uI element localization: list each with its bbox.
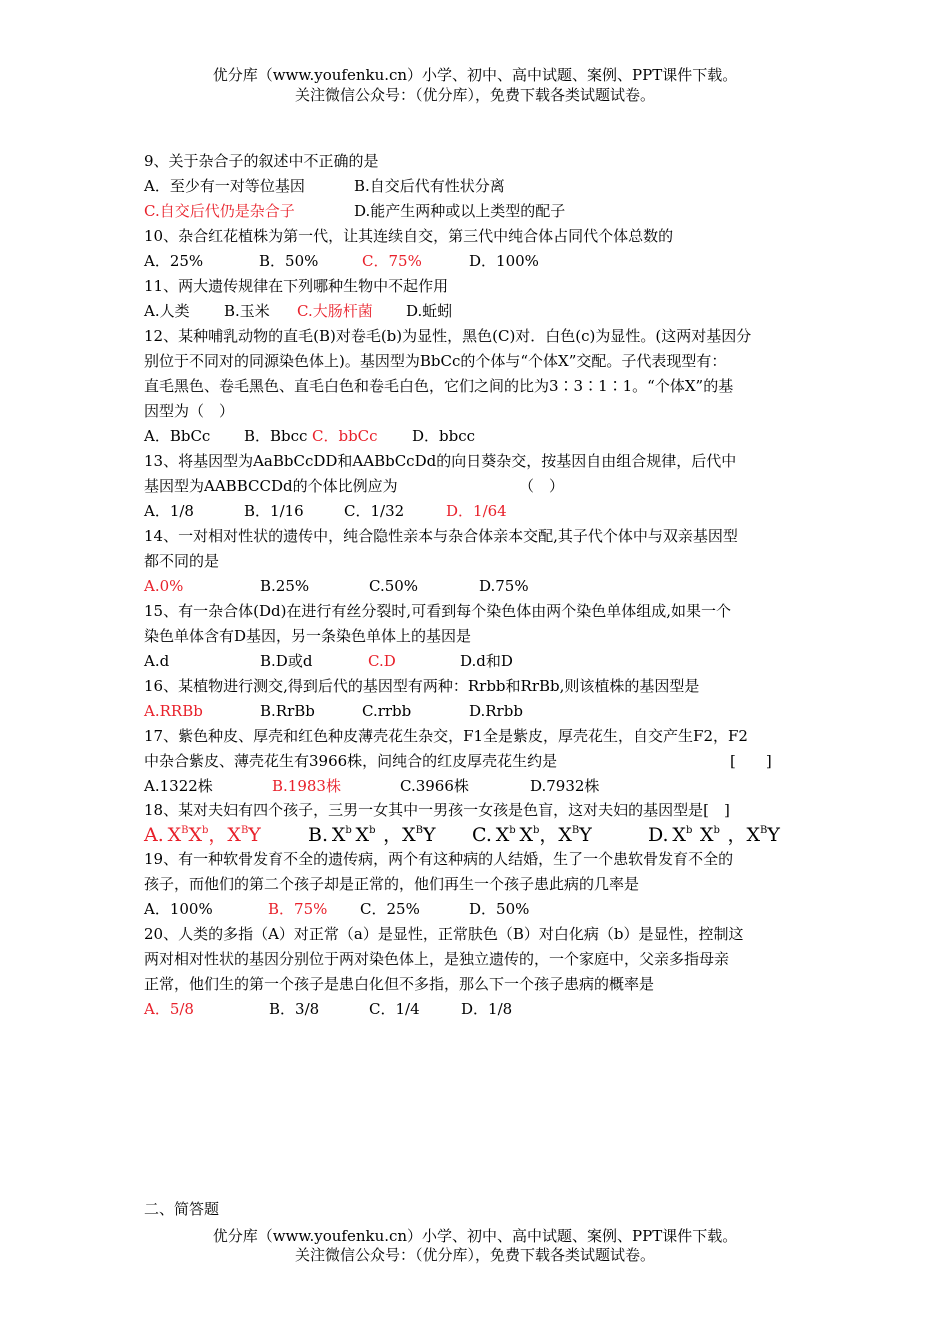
q10-option-b: B．50%: [259, 252, 319, 270]
q12-option-d: D．bbcc: [412, 427, 476, 445]
q17-option-d: D.7932株: [530, 777, 600, 795]
q19-option-b-answer: B．75%: [268, 900, 328, 918]
question-20-line-3: 正常，他们生的第一个孩子是患白化但不多指，那么下一个孩子患病的概率是: [144, 975, 655, 993]
q11-option-c-answer: C.大肠杆菌: [297, 302, 373, 320]
q13-line-2-text: 基因型为AABBCCDd的个体比例应为: [144, 477, 398, 495]
question-16-stem: 16、某植物进行测交,得到后代的基因型有两种：Rrbb和RrBb,则该植株的基因型是: [144, 677, 700, 695]
question-12-line-3: 直毛黑色、卷毛黑色、直毛白色和卷毛白色，它们之间的比为3∶3∶1∶1。“个体X”的基: [144, 377, 734, 395]
q13-option-a: A．1/8: [144, 502, 194, 520]
question-17-line-1: 17、紫色种皮、厚壳和红色种皮薄壳花生杂交，F1全是紫皮，厚壳花生，自交产生F2，F2: [144, 727, 748, 745]
question-11-stem: 11、两大遗传规律在下列哪种生物中不起作用: [144, 277, 449, 295]
question-20-line-1: 20、人类的多指（A）对正常（a）是显性，正常肤色（B）对白化病（b）是显性，控制这: [144, 925, 744, 943]
q14-option-d: D.75%: [479, 577, 529, 595]
question-20-line-2: 两对相对性状的基因分别位于两对染色体上，是独立遗传的，一个家庭中，父亲多指母亲: [144, 950, 730, 968]
q12-option-a: A．BbCc: [144, 427, 211, 445]
q13-answer-paren: （ ）: [519, 477, 565, 495]
q11-option-a: A.人类: [144, 302, 190, 320]
question-14-line-2: 都不同的是: [144, 552, 220, 570]
question-19-line-1: 19、有一种软骨发育不全的遗传病，两个有这种病的人结婚，生了一个患软骨发育不全的: [144, 850, 734, 868]
q10-option-d: D．100%: [469, 252, 539, 270]
q14-option-a-answer: A.0%: [144, 577, 184, 595]
header-line-1: 优分库（www.youfenku.cn）小学、初中、高中试题、案例、PPT课件下载。: [212, 66, 738, 84]
q15-option-c-answer: C.D: [368, 652, 396, 670]
q19-option-a: A．100%: [144, 900, 213, 918]
q17-line-2-text: 中杂合紫皮、薄壳花生有3966株，问纯合的红皮厚壳花生约是: [144, 752, 558, 770]
q15-option-a: A.d: [144, 652, 170, 670]
question-18-stem: 18、某对夫妇有四个孩子，三男一女其中一男孩一女孩是色盲，这对夫妇的基因型是[ ]: [144, 801, 730, 819]
q18-option-d: D. $X^b$ $X^b$ ，$X^BY$: [648, 824, 780, 846]
q18-option-c: C. $X^b$ $X^b$，$X^BY$: [472, 824, 592, 846]
q18-option-b: B. $X^b$ $X^b$ ，$X^BY$: [308, 824, 436, 846]
q12-option-b: B．Bbcc: [244, 427, 308, 445]
footer-line-1: 优分库（www.youfenku.cn）小学、初中、高中试题、案例、PPT课件下载。: [212, 1227, 738, 1245]
q19-option-d: D．50%: [469, 900, 530, 918]
q19-option-c: C．25%: [360, 900, 420, 918]
question-10-stem: 10、杂合红花植株为第一代，让其连续自交，第三代中纯合体占同代个体总数的: [144, 227, 674, 245]
q9-option-b: B.自交后代有性状分离: [354, 177, 505, 195]
question-15-line-2: 染色单体含有D基因，另一条染色单体上的基因是: [144, 627, 472, 645]
q16-option-c: C.rrbb: [362, 702, 412, 720]
q13-option-d-answer: D．1/64: [446, 502, 507, 520]
q16-option-a-answer: A.RRBb: [144, 702, 203, 720]
q11-option-b: B.玉米: [224, 302, 270, 320]
q17-option-c: C.3966株: [400, 777, 469, 795]
q20-option-a-answer: A．5/8: [144, 1000, 194, 1018]
q13-option-b: B．1/16: [244, 502, 304, 520]
q20-option-d: D．1/8: [461, 1000, 513, 1018]
header-line-2: 关注微信公众号：（优分库），免费下载各类试题试卷。: [294, 86, 655, 104]
question-12-line-2: 别位于不同对的同源染色体上)。基因型为BbCc的个体与“个体X”交配。子代表现型有：: [144, 352, 727, 370]
q20-option-b: B．3/8: [269, 1000, 320, 1018]
question-12-line-4: 因型为（ ）: [144, 402, 235, 420]
q9-option-d: D.能产生两种或以上类型的配子: [354, 202, 566, 220]
q9-option-a: A．至少有一对等位基因: [144, 177, 305, 195]
q11-option-d: D.蚯蚓: [406, 302, 453, 320]
q13-option-c: C．1/32: [344, 502, 405, 520]
q17-option-a: A.1322株: [144, 777, 213, 795]
section-2-heading: 二、简答题: [144, 1200, 220, 1218]
q12-option-c-answer: C．bbCc: [312, 427, 378, 445]
q17-option-b-answer: B.1983株: [272, 777, 341, 795]
q16-option-d: D.Rrbb: [469, 702, 523, 720]
q17-answer-bracket: [ ]: [730, 752, 772, 770]
question-15-line-1: 15、有一杂合体(Dd)在进行有丝分裂时,可看到每个染色体由两个染色单体组成,如果一个: [144, 602, 731, 620]
q14-option-b: B.25%: [260, 577, 310, 595]
q18-option-a-answer: A. $X^BX^b$，$X^BY$: [144, 824, 261, 846]
q14-option-c: C.50%: [369, 577, 419, 595]
question-13-line-1: 13、将基因型为AaBbCcDD和AABbCcDd的向日葵杂交，按基因自由组合规律，后代中: [144, 452, 737, 470]
footer-line-2: 关注微信公众号：（优分库），免费下载各类试题试卷。: [294, 1246, 655, 1264]
q10-option-a: A．25%: [144, 252, 204, 270]
q16-option-b: B.RrBb: [260, 702, 315, 720]
q20-option-c: C．1/4: [369, 1000, 420, 1018]
q9-option-c-answer: C.自交后代仍是杂合子: [144, 202, 295, 220]
question-19-line-2: 孩子，而他们的第二个孩子却是正常的，他们再生一个孩子患此病的几率是: [144, 875, 640, 893]
question-14-line-1: 14、一对相对性状的遗传中，纯合隐性亲本与杂合体亲本交配,其子代个体中与双亲基因型: [144, 527, 738, 545]
question-12-line-1: 12、某种哺乳动物的直毛(B)对卷毛(b)为显性，黑色(C)对．白色(c)为显性。(这两对基因分: [144, 327, 752, 345]
q15-option-b: B.D或d: [260, 652, 313, 670]
q15-option-d: D.d和D: [460, 652, 513, 670]
question-9-stem: 9、关于杂合子的叙述中不正确的是: [144, 152, 379, 170]
q10-option-c-answer: C．75%: [362, 252, 422, 270]
